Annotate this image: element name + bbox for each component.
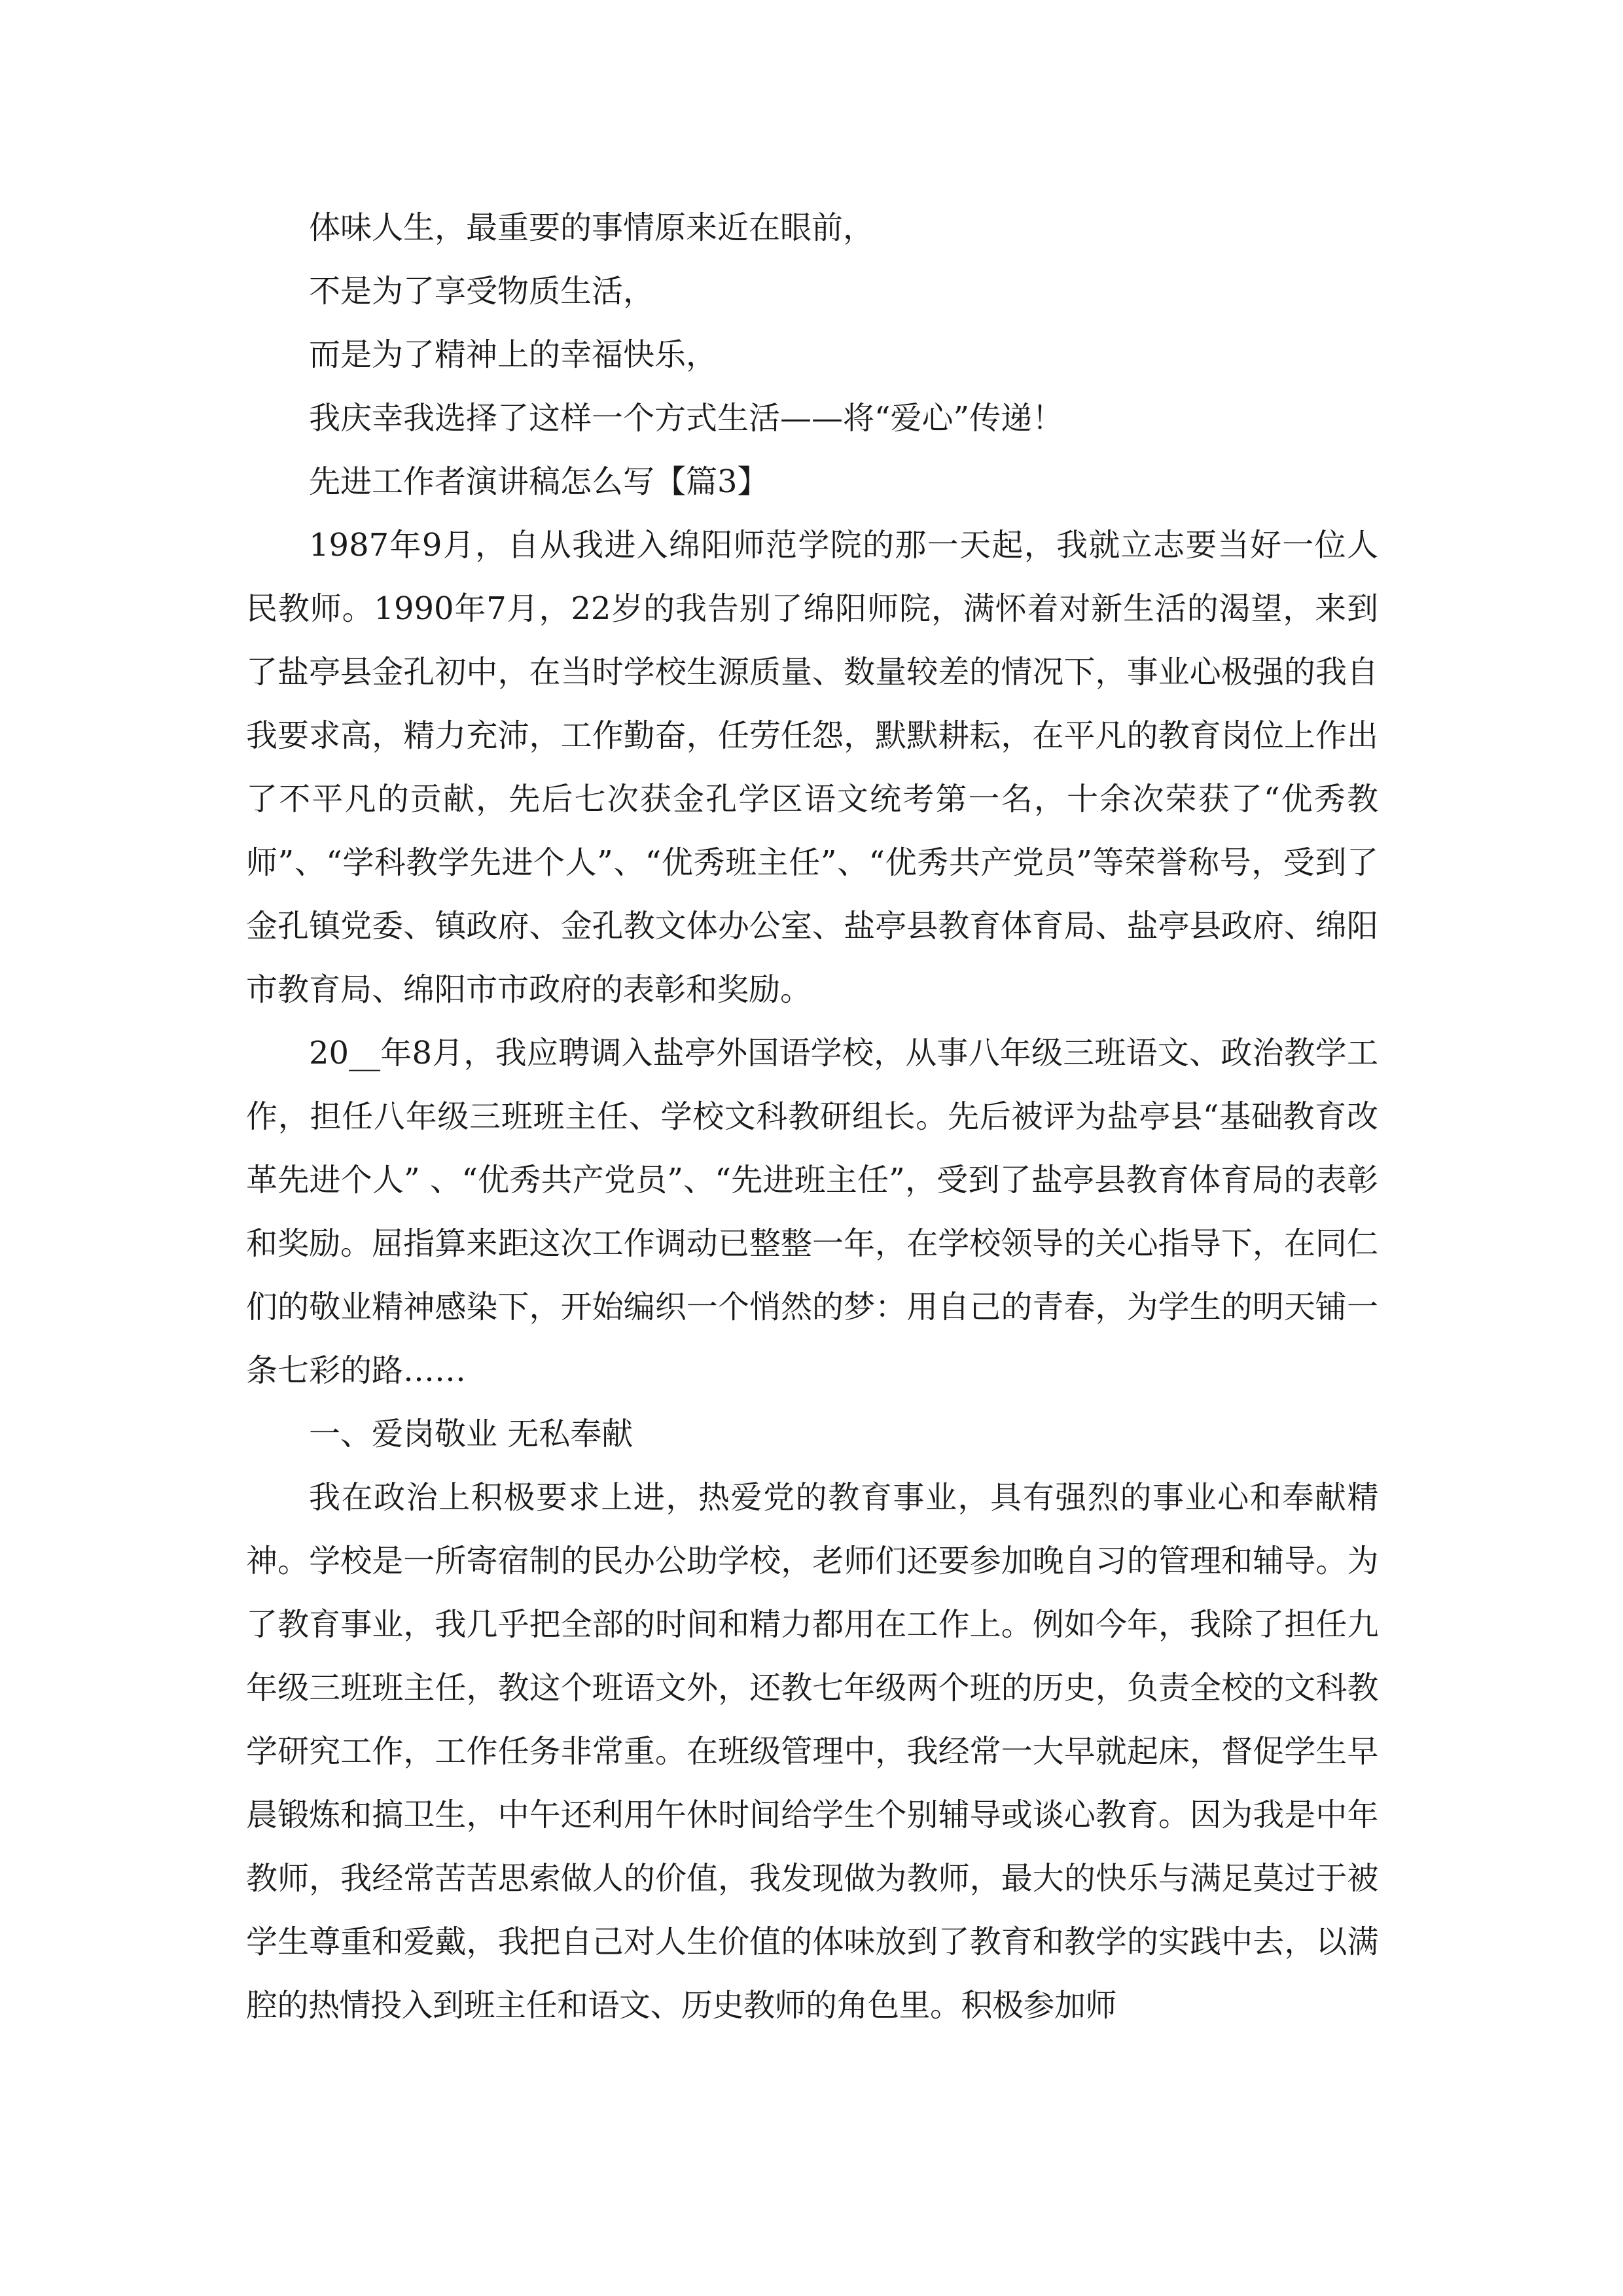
paragraph: 1987年9月，自从我进入绵阳师范学院的那一天起，我就立志要当好一位人民教师。1990年7月，22岁的我告别了绵阳师院，满怀着对新生活的渴望，来到了盐亭县金孔初中，在当时学校生源质量、数量较差的情况下，事业心极强的我自我要求高，精力充沛，工作勤奋，任劳任怨，默默耕耘，在平凡的教育岗位上作出了不平凡的贡献，先后七次获金孔学区语文统考第一名，十余次荣获了“优秀教师”、“学科教学先进个人”、“优秀班主任”、“优秀共产党员”等荣誉称号，受到了金孔镇党委、镇政府、金孔教文体办公室、盐亭县教育体育局、盐亭县政府、绵阳市教育局、绵阳市市政府的表彰和奖励。 [246, 527, 1378, 1008]
poem-line: 而是为了精神上的幸福快乐， [309, 336, 718, 373]
subheading: 一、爱岗敬业 无私奉献 [309, 1416, 633, 1452]
poem-line: 体味人生，最重要的事情原来近在眼前， [309, 209, 875, 246]
poem-line: 我庆幸我选择了这样一个方式生活——将“爱心”传递！ [309, 400, 1064, 437]
paragraph: 20__年8月，我应聘调入盐亭外国语学校，从事八年级三班语文、政治教学工作，担任八年级三班班主任、学校文科教研组长。先后被评为盐亭县“基础教育改革先进个人” 、“优秀共产党员”、“先进班主任”，受到了盐亭县教育体育局的表彰和奖励。屈指算来距这次工作调动已整整一年，在学校领导的关心指导下，在同仁们的敬业精神感染下，开始编织一个悄然的梦：用自己的青春，为学生的明天铺一条七彩的路…… [246, 1035, 1378, 1389]
poem-line: 不是为了享受物质生活， [309, 273, 655, 310]
paragraph: 我在政治上积极要求上进，热爱党的教育事业，具有强烈的事业心和奉献精神。学校是一所寄宿制的民办公助学校，老师们还要参加晚自习的管理和辅导。为了教育事业，我几乎把全部的时间和精力都用在工作上。例如今年，我除了担任九年级三班班主任，教这个班语文外，还教七年级两个班的历史，负责全校的文科教学研究工作，工作任务非常重。在班级管理中，我经常一大早就起床，督促学生早晨锻炼和搞卫生，中午还利用午休时间给学生个别辅导或谈心教育。因为我是中年教师，我经常苦苦思索做人的价值，我发现做为教师，最大的快乐与满足莫过于被学生尊重和爱戴，我把自己对人生价值的体味放到了教育和教学的实践中去，以满腔的热情投入到班主任和语文、历史教师的角色里。积极参加师 [246, 1479, 1378, 2024]
section-title: 先进工作者演讲稿怎么写【篇3】 [309, 463, 769, 500]
document-body [246, 196, 1378, 2037]
